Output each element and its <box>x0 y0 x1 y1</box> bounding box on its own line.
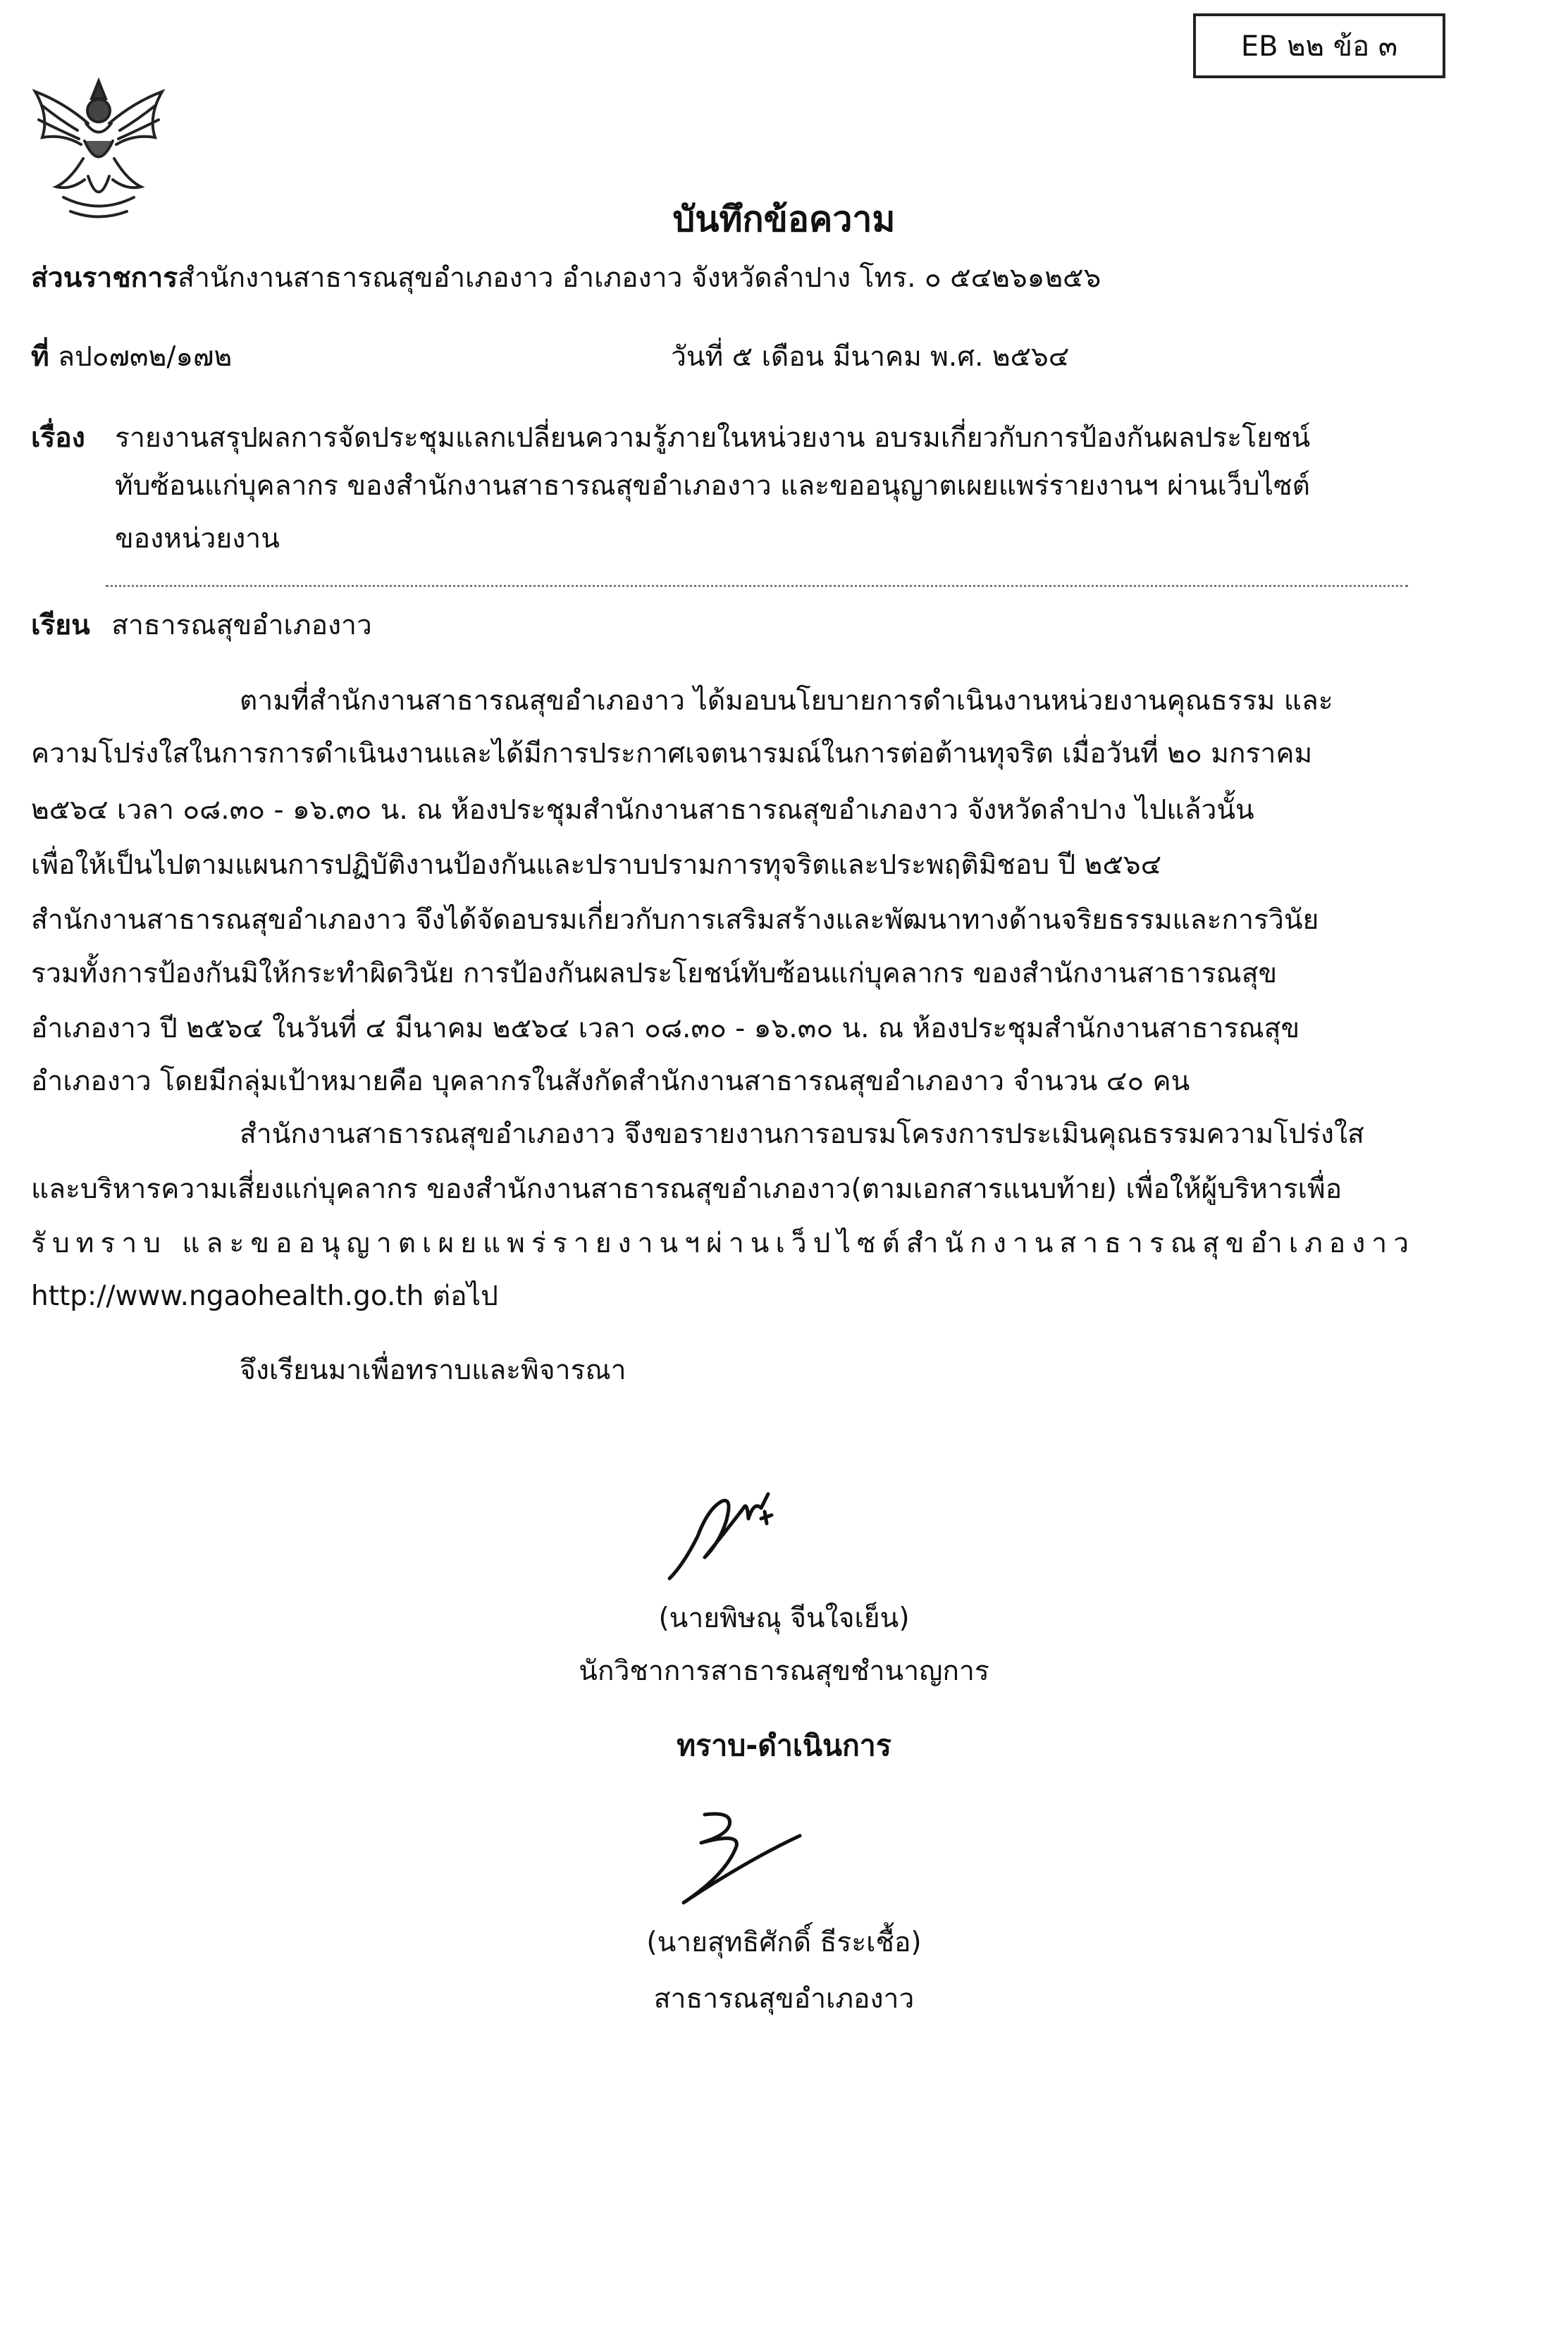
agency-label: ส่วนราชการ <box>31 262 178 294</box>
document-reference-box <box>1193 13 1445 78</box>
signer-2-position: สาธารณสุขอำเภองาว <box>653 1983 915 2015</box>
body-p1-line-6: รวมทั้งการป้องกันมิให้กระทำผิดวินัย การป้องกันผลประโยชน์ทับซ้อนแก่บุคลากร ของสำนักงานสาธารณสุข <box>31 958 1278 989</box>
body-p2-line-2: และบริหารความเสี่ยงแก่บุคลากร ของสำนักงานสาธารณสุขอำเภองาว(ตามเอกสารแนบท้าย) เพื่อให้ผู้บริหารเพื่อ <box>31 1173 1342 1205</box>
salutation-line <box>31 612 372 639</box>
body-p1-line-3: ๒๕๖๔ เวลา ๐๘.๓๐ - ๑๖.๓๐ น. ณ ห้องประชุมสำนักงานสาธารณสุขอำเภองาว จังหวัดลำปาง ไปแล้วนั้น <box>31 794 1254 826</box>
subject-line-1: รายงานสรุปผลการจัดประชุมแลกเปลี่ยนความรู้ภายในหน่วยงาน อบรมเกี่ยวกับการป้องกันผลประโยชน์ <box>115 422 1311 454</box>
signature-1-image <box>655 1480 782 1586</box>
body-p1-line-4: เพื่อให้เป็นไปตามแผนการปฏิบัติงานป้องกันและปราบปรามการทุจริตและประพฤติมิชอบ ปี ๒๕๖๔ <box>31 849 1162 881</box>
body-p1-line-7: อำเภองาว ปี ๒๕๖๔ ในวันที่ ๔ มีนาคม ๒๕๖๔ เวลา ๐๘.๓๐ - ๑๖.๓๐ น. ณ ห้องประชุมสำนักงานสาธารณสุข <box>31 1013 1300 1044</box>
subject-divider <box>106 585 1408 587</box>
agency-value: สำนักงานสาธารณสุขอำเภองาว อำเภองาว จังหวัดลำปาง โทร. ๐ ๕๔๒๖๑๒๕๖ <box>178 262 1101 294</box>
signer-1-name: (นายพิษณุ จีนใจเย็น) <box>658 1602 910 1634</box>
body-p1-line-8: อำเภองาว โดยมีกลุ่มเป้าหมายคือ บุคลากรในสังกัดสำนักงานสาธารณสุขอำเภองาว จำนวน ๔๐ คน <box>31 1066 1190 1097</box>
document-title: บันทึกข้อความ <box>672 199 896 240</box>
document-number: ลป๐๗๓๒/๑๗๒ <box>58 341 233 373</box>
body-p2-line-4: http://www.ngaohealth.go.th ต่อไป <box>31 1280 498 1312</box>
approval-text: ทราบ-ดำเนินการ <box>677 1729 891 1762</box>
salutation-recipient: สาธารณสุขอำเภองาว <box>111 610 372 641</box>
body-p2-line-3: รับทราบ และขออนุญาตเผยแพร่รายงานฯผ่านเว็ปไซต์สำนักงานสาธารณสุขอำเภองาว <box>31 1228 1416 1259</box>
body-p1-line-2: ความโปร่งใสในการการดำเนินงานและได้มีการประกาศเจตนารมณ์ในการต่อต้านทุจริต เมื่อวันที่ ๒๐ มกราคม <box>31 738 1313 770</box>
signer-1-position: นักวิชาการสาธารณสุขชำนาญการ <box>579 1655 989 1687</box>
closing-sentence: จึงเรียนมาเพื่อทราบและพิจารณา <box>240 1354 626 1386</box>
subject-line-3: ของหน่วยงาน <box>115 523 280 555</box>
agency-line <box>31 264 1101 292</box>
subject-label: เรื่อง <box>31 422 85 454</box>
signature-2-image <box>662 1804 810 1910</box>
body-p2-line-1: สำนักงานสาธารณสุขอำเภองาว จึงขอรายงานการอบรมโครงการประเมินคุณธรรมความโปร่งใส <box>240 1118 1364 1150</box>
body-p1-line-1: ตามที่สำนักงานสาธารณสุขอำเภองาว ได้มอบนโยบายการดำเนินงานหน่วยงานคุณธรรม และ <box>240 685 1333 717</box>
document-number-line <box>31 343 232 371</box>
subject-line-2: ทับซ้อนแก่บุคลากร ของสำนักงานสาธารณสุขอำเภองาว และขออนุญาตเผยแพร่รายงานฯ ผ่านเว็บไซต์ <box>115 470 1310 502</box>
document-number-label: ที่ <box>31 341 49 373</box>
document-date: วันที่ ๕ เดือน มีนาคม พ.ศ. ๒๕๖๔ <box>671 341 1070 373</box>
salutation-label: เรียน <box>31 610 90 641</box>
body-p1-line-5: สำนักงานสาธารณสุขอำเภองาว จึงได้จัดอบรมเกี่ยวกับการเสริมสร้างและพัฒนาทางด้านจริยธรรมและการวินัย <box>31 904 1319 936</box>
document-reference: EB ๒๒ ข้อ ๓ <box>1240 30 1398 63</box>
signer-2-name: (นายสุทธิศักดิ์ ธีระเชื้อ) <box>646 1927 922 1958</box>
